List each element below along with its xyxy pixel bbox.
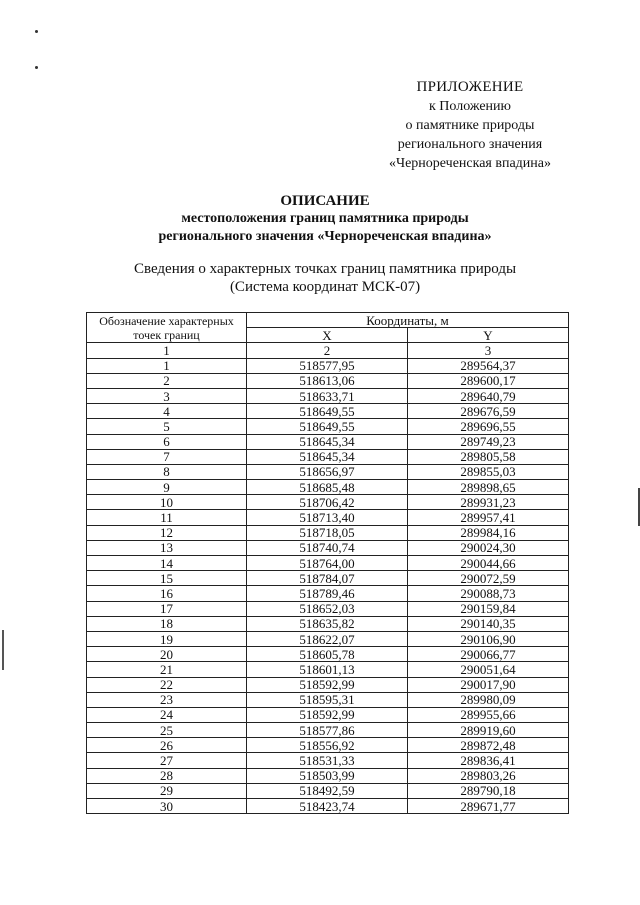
- point-number-cell: 17: [87, 601, 247, 616]
- table-row: [87, 707, 569, 722]
- point-number-cell: 23: [87, 692, 247, 707]
- point-number-cell: 21: [87, 662, 247, 677]
- y-coordinate-cell: 289872,48: [408, 738, 569, 753]
- header-point-name: Обозначение характерных точек границ: [87, 313, 247, 343]
- appendix-line: «Черноречeнская впадина»: [388, 156, 551, 171]
- caption-line: Сведения о характерных точках границ памятника природы: [133, 261, 517, 277]
- x-coordinate-cell: 518423,74: [247, 799, 408, 814]
- x-coordinate-cell: 518713,40: [247, 510, 408, 525]
- table-row: [87, 373, 569, 388]
- point-number-cell: 18: [87, 616, 247, 631]
- appendix-block: [340, 78, 600, 173]
- y-coordinate-cell: 289600,17: [408, 373, 569, 388]
- x-coordinate-cell: 518601,13: [247, 662, 408, 677]
- x-coordinate-cell: 518492,59: [247, 783, 408, 798]
- x-coordinate-cell: 518595,31: [247, 692, 408, 707]
- table-row: [87, 556, 569, 571]
- table-row: [87, 601, 569, 616]
- x-coordinate-cell: 518592,99: [247, 707, 408, 722]
- x-coordinate-cell: 518740,74: [247, 540, 408, 555]
- x-coordinate-cell: 518645,34: [247, 449, 408, 464]
- y-coordinate-cell: 289803,26: [408, 768, 569, 783]
- point-number-cell: 4: [87, 404, 247, 419]
- appendix-heading: ПРИЛОЖЕНИЕ: [416, 79, 524, 95]
- table-row: [87, 480, 569, 495]
- x-coordinate-cell: 518784,07: [247, 571, 408, 586]
- point-number-cell: 3: [87, 388, 247, 403]
- y-coordinate-cell: 290051,64: [408, 662, 569, 677]
- x-coordinate-cell: 518645,34: [247, 434, 408, 449]
- y-coordinate-cell: 289676,59: [408, 404, 569, 419]
- point-number-cell: 8: [87, 464, 247, 479]
- x-coordinate-cell: 518685,48: [247, 480, 408, 495]
- document-title: [80, 192, 570, 246]
- appendix-line: к Положению: [428, 99, 511, 114]
- table-row: [87, 434, 569, 449]
- table-row: [87, 723, 569, 738]
- point-number-cell: 26: [87, 738, 247, 753]
- y-coordinate-cell: 290072,59: [408, 571, 569, 586]
- table-row: [87, 631, 569, 646]
- point-number-cell: 7: [87, 449, 247, 464]
- table-body: [87, 358, 569, 814]
- point-number-cell: 30: [87, 799, 247, 814]
- point-number-cell: 15: [87, 571, 247, 586]
- x-coordinate-cell: 518577,86: [247, 723, 408, 738]
- y-coordinate-cell: 289931,23: [408, 495, 569, 510]
- x-coordinate-cell: 518649,55: [247, 419, 408, 434]
- point-number-cell: 9: [87, 480, 247, 495]
- x-coordinate-cell: 518764,00: [247, 556, 408, 571]
- title-heading: ОПИСАНИЕ: [280, 193, 370, 209]
- point-number-cell: 14: [87, 556, 247, 571]
- table-row: [87, 464, 569, 479]
- y-coordinate-cell: 290024,30: [408, 540, 569, 555]
- x-coordinate-cell: 518577,95: [247, 358, 408, 373]
- point-number-cell: 24: [87, 707, 247, 722]
- y-coordinate-cell: 289790,18: [408, 783, 569, 798]
- caption-line: (Система координат МСК-07): [229, 279, 421, 295]
- title-line: местоположения границ памятника природы: [181, 211, 469, 226]
- x-coordinate-cell: 518706,42: [247, 495, 408, 510]
- x-coordinate-cell: 518635,82: [247, 616, 408, 631]
- x-coordinate-cell: 518718,05: [247, 525, 408, 540]
- table-row: [87, 616, 569, 631]
- header-index: 2: [247, 343, 408, 358]
- appendix-line: регионального значения: [397, 137, 543, 152]
- point-number-cell: 11: [87, 510, 247, 525]
- x-coordinate-cell: 518592,99: [247, 677, 408, 692]
- point-number-cell: 29: [87, 783, 247, 798]
- scan-mark: [35, 66, 38, 69]
- y-coordinate-cell: 290140,35: [408, 616, 569, 631]
- table-row: [87, 358, 569, 373]
- scan-mark: [35, 30, 38, 33]
- y-coordinate-cell: 289696,55: [408, 419, 569, 434]
- table-row: [87, 738, 569, 753]
- y-coordinate-cell: 289955,66: [408, 707, 569, 722]
- scan-edge-mark: [2, 630, 4, 670]
- table-row: [87, 571, 569, 586]
- y-coordinate-cell: 289749,23: [408, 434, 569, 449]
- table-row: [87, 404, 569, 419]
- point-number-cell: 12: [87, 525, 247, 540]
- y-coordinate-cell: 289919,60: [408, 723, 569, 738]
- point-number-cell: 13: [87, 540, 247, 555]
- table-row: [87, 692, 569, 707]
- x-coordinate-cell: 518789,46: [247, 586, 408, 601]
- point-number-cell: 19: [87, 631, 247, 646]
- header-index: 1: [87, 343, 247, 358]
- table-row: [87, 677, 569, 692]
- table-row: [87, 388, 569, 403]
- coordinates-table: [86, 312, 569, 814]
- y-coordinate-cell: 289640,79: [408, 388, 569, 403]
- y-coordinate-cell: 289805,58: [408, 449, 569, 464]
- y-coordinate-cell: 290044,66: [408, 556, 569, 571]
- point-number-cell: 28: [87, 768, 247, 783]
- point-number-cell: 22: [87, 677, 247, 692]
- point-number-cell: 10: [87, 495, 247, 510]
- y-coordinate-cell: 289957,41: [408, 510, 569, 525]
- x-coordinate-cell: 518633,71: [247, 388, 408, 403]
- table-row: [87, 647, 569, 662]
- x-coordinate-cell: 518656,97: [247, 464, 408, 479]
- point-number-cell: 6: [87, 434, 247, 449]
- table-row: [87, 662, 569, 677]
- y-coordinate-cell: 289980,09: [408, 692, 569, 707]
- y-coordinate-cell: 290106,90: [408, 631, 569, 646]
- x-coordinate-cell: 518649,55: [247, 404, 408, 419]
- x-coordinate-cell: 518531,33: [247, 753, 408, 768]
- point-number-cell: 5: [87, 419, 247, 434]
- y-coordinate-cell: 289898,65: [408, 480, 569, 495]
- y-coordinate-cell: 289564,37: [408, 358, 569, 373]
- header-y: Y: [408, 328, 569, 343]
- table-row: [87, 586, 569, 601]
- table-row: [87, 799, 569, 814]
- header-index: 3: [408, 343, 569, 358]
- y-coordinate-cell: 289855,03: [408, 464, 569, 479]
- point-number-cell: 2: [87, 373, 247, 388]
- table-row: [87, 525, 569, 540]
- table-row: [87, 783, 569, 798]
- y-coordinate-cell: 289836,41: [408, 753, 569, 768]
- table-row: [87, 768, 569, 783]
- y-coordinate-cell: 290159,84: [408, 601, 569, 616]
- title-line: регионального значения «Черноречeнская впадина»: [158, 229, 492, 244]
- x-coordinate-cell: 518556,92: [247, 738, 408, 753]
- header-x: X: [247, 328, 408, 343]
- table-row: [87, 510, 569, 525]
- y-coordinate-cell: 289671,77: [408, 799, 569, 814]
- header-coordinates: Координаты, м: [247, 313, 569, 328]
- appendix-line: о памятнике природы: [405, 118, 535, 133]
- x-coordinate-cell: 518622,07: [247, 631, 408, 646]
- point-number-cell: 16: [87, 586, 247, 601]
- table-row: [87, 540, 569, 555]
- x-coordinate-cell: 518652,03: [247, 601, 408, 616]
- point-number-cell: 27: [87, 753, 247, 768]
- point-number-cell: 25: [87, 723, 247, 738]
- table-caption: [80, 260, 570, 296]
- y-coordinate-cell: 290066,77: [408, 647, 569, 662]
- y-coordinate-cell: 290088,73: [408, 586, 569, 601]
- x-coordinate-cell: 518605,78: [247, 647, 408, 662]
- x-coordinate-cell: 518613,06: [247, 373, 408, 388]
- table-row: [87, 495, 569, 510]
- table-row: [87, 449, 569, 464]
- point-number-cell: 20: [87, 647, 247, 662]
- table-row: [87, 419, 569, 434]
- y-coordinate-cell: 289984,16: [408, 525, 569, 540]
- point-number-cell: 1: [87, 358, 247, 373]
- y-coordinate-cell: 290017,90: [408, 677, 569, 692]
- x-coordinate-cell: 518503,99: [247, 768, 408, 783]
- table-row: [87, 753, 569, 768]
